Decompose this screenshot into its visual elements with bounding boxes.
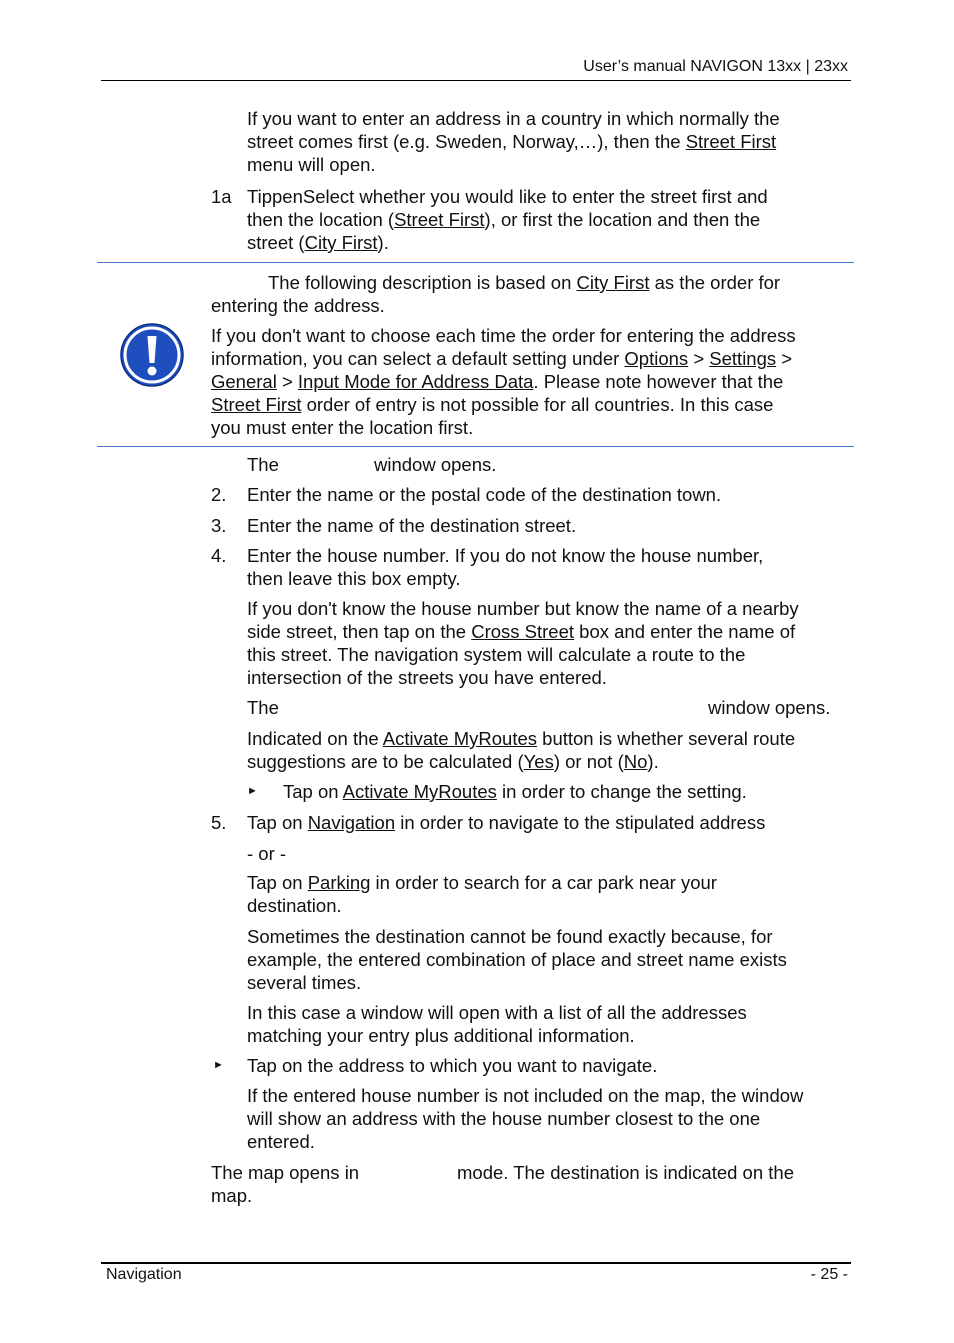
step-number: 3.: [211, 515, 227, 536]
note-line: you must enter the location first.: [211, 417, 474, 438]
note-line: If you don't want to choose each time the order for entering the address: [211, 325, 796, 346]
street-first-link: Street First: [394, 209, 485, 230]
step-2-text: Enter the name or the postal code of the destination town.: [247, 484, 722, 505]
step-number: 2.: [211, 484, 227, 505]
para-line: matching your entry plus additional information.: [247, 1025, 635, 1046]
para-line: example, the entered combination of place and street name exists: [247, 949, 787, 970]
cross-street-paragraph: [247, 597, 799, 689]
para-line: If you don't know the house number but know the name of a nearby: [247, 598, 799, 619]
window-opens-text: window opens.: [708, 697, 831, 718]
para-line: intersection of the streets you have entered.: [247, 667, 607, 688]
step-5-text: Tap on Navigation in order to navigate to the stipulated address: [247, 812, 766, 833]
para-line: this street. The navigation system will calculate a route to the: [247, 644, 746, 665]
step-line: Enter the house number. If you do not know the house number,: [247, 545, 764, 566]
sometimes-paragraph: [247, 925, 787, 994]
para-line: several times.: [247, 972, 362, 993]
no-link: No: [623, 751, 648, 772]
activate-myroutes-link: Activate MyRoutes: [342, 781, 497, 802]
bullet-arrow-icon: ►: [213, 1059, 224, 1071]
para-line: will show an address with the house number closest to the one: [247, 1108, 761, 1129]
para-line: Indicated on the Activate MyRoutes button is whether several route: [247, 728, 796, 749]
step-number: 1a: [211, 186, 232, 207]
settings-link: Settings: [709, 348, 777, 369]
note-line: entering the address.: [211, 295, 385, 316]
city-first-link: City First: [304, 232, 378, 253]
house-number-paragraph: [247, 1084, 803, 1153]
map-opens-text: map.: [211, 1185, 253, 1206]
intro-paragraph: [247, 107, 780, 176]
para-line: In this case a window will open with a list of all the addresses: [247, 1002, 747, 1023]
bullet-arrow-icon: ►: [247, 785, 258, 797]
input-mode-link: Input Mode for Address Data: [297, 371, 534, 392]
header-title: User’s manual NAVIGON 13xx | 23xx: [583, 58, 848, 75]
intro-line: street comes first (e.g. Sweden, Norway,…), then the Street First: [247, 131, 777, 152]
step-line: street (City First).: [247, 232, 389, 253]
yes-link: Yes: [523, 751, 554, 772]
window-opens-text: window opens.: [374, 454, 497, 475]
footer-rule: [101, 1262, 851, 1264]
para-line: destination.: [247, 895, 342, 916]
activate-myroutes-link: Activate MyRoutes: [382, 728, 538, 749]
step-number: 5.: [211, 812, 227, 833]
para-line: side street, then tap on the Cross Street box and enter the name of: [247, 621, 796, 642]
note-bottom-rule: [97, 446, 854, 447]
step-line: TippenSelect whether you would like to enter the street first and: [247, 186, 768, 207]
page-number: - 25 -: [810, 1266, 848, 1283]
note-text: [211, 271, 796, 439]
parking-link: Parking: [307, 872, 371, 893]
note-line: information, you can select a default setting under Options > Settings >: [211, 348, 793, 369]
note-line: Street First order of entry is not possible for all countries. In this case: [211, 394, 774, 415]
para-line: entered.: [247, 1131, 315, 1152]
step-number: 4.: [211, 545, 227, 566]
note-top-rule: [97, 262, 854, 263]
tap-address-text: Tap on the address to which you want to navigate.: [247, 1055, 658, 1076]
note-line: General > Input Mode for Address Data. Please note however that the: [211, 371, 784, 392]
window-opens-text: The: [247, 697, 279, 718]
myroutes-paragraph: [247, 727, 795, 773]
step-1a-text: [247, 185, 768, 254]
intro-line: If you want to enter an address in a country in which normally the: [247, 108, 780, 129]
city-first-link: City First: [576, 272, 650, 293]
cross-street-link: Cross Street: [471, 621, 575, 642]
map-opens-text: mode. The destination is indicated on the: [457, 1162, 794, 1183]
para-line: Sometimes the destination cannot be found exactly because, for: [247, 926, 773, 947]
street-first-link: Street First: [685, 131, 777, 152]
note-line: The following description is based on City First as the order for: [268, 272, 781, 293]
para-line: If the entered house number is not included on the map, the window: [247, 1085, 804, 1106]
street-first-link: Street First: [211, 394, 302, 415]
exclamation-info-icon: [119, 322, 185, 388]
intro-line: menu will open.: [247, 154, 376, 175]
step-3-text: Enter the name of the destination street.: [247, 515, 577, 536]
options-link: Options: [624, 348, 689, 369]
map-opens-text: The map opens in: [211, 1162, 360, 1183]
para-line: Tap on Parking in order to search for a car park near your: [247, 872, 717, 893]
or-separator: - or -: [247, 843, 287, 864]
parking-paragraph: [247, 871, 717, 917]
navigation-link: Navigation: [307, 812, 396, 833]
footer-section: Navigation: [106, 1266, 182, 1283]
window-opens-text: The: [247, 454, 279, 475]
step-line: then leave this box empty.: [247, 568, 461, 589]
header-rule: [101, 80, 851, 81]
in-this-case-paragraph: [247, 1001, 747, 1047]
step-4-text: [247, 544, 763, 590]
para-line: suggestions are to be calculated (Yes) or not (No).: [247, 751, 659, 772]
tap-myroutes-text: Tap on Activate MyRoutes in order to change the setting.: [283, 781, 747, 802]
step-line: then the location (Street First), or first the location and then the: [247, 209, 761, 230]
general-link: General: [211, 371, 277, 392]
